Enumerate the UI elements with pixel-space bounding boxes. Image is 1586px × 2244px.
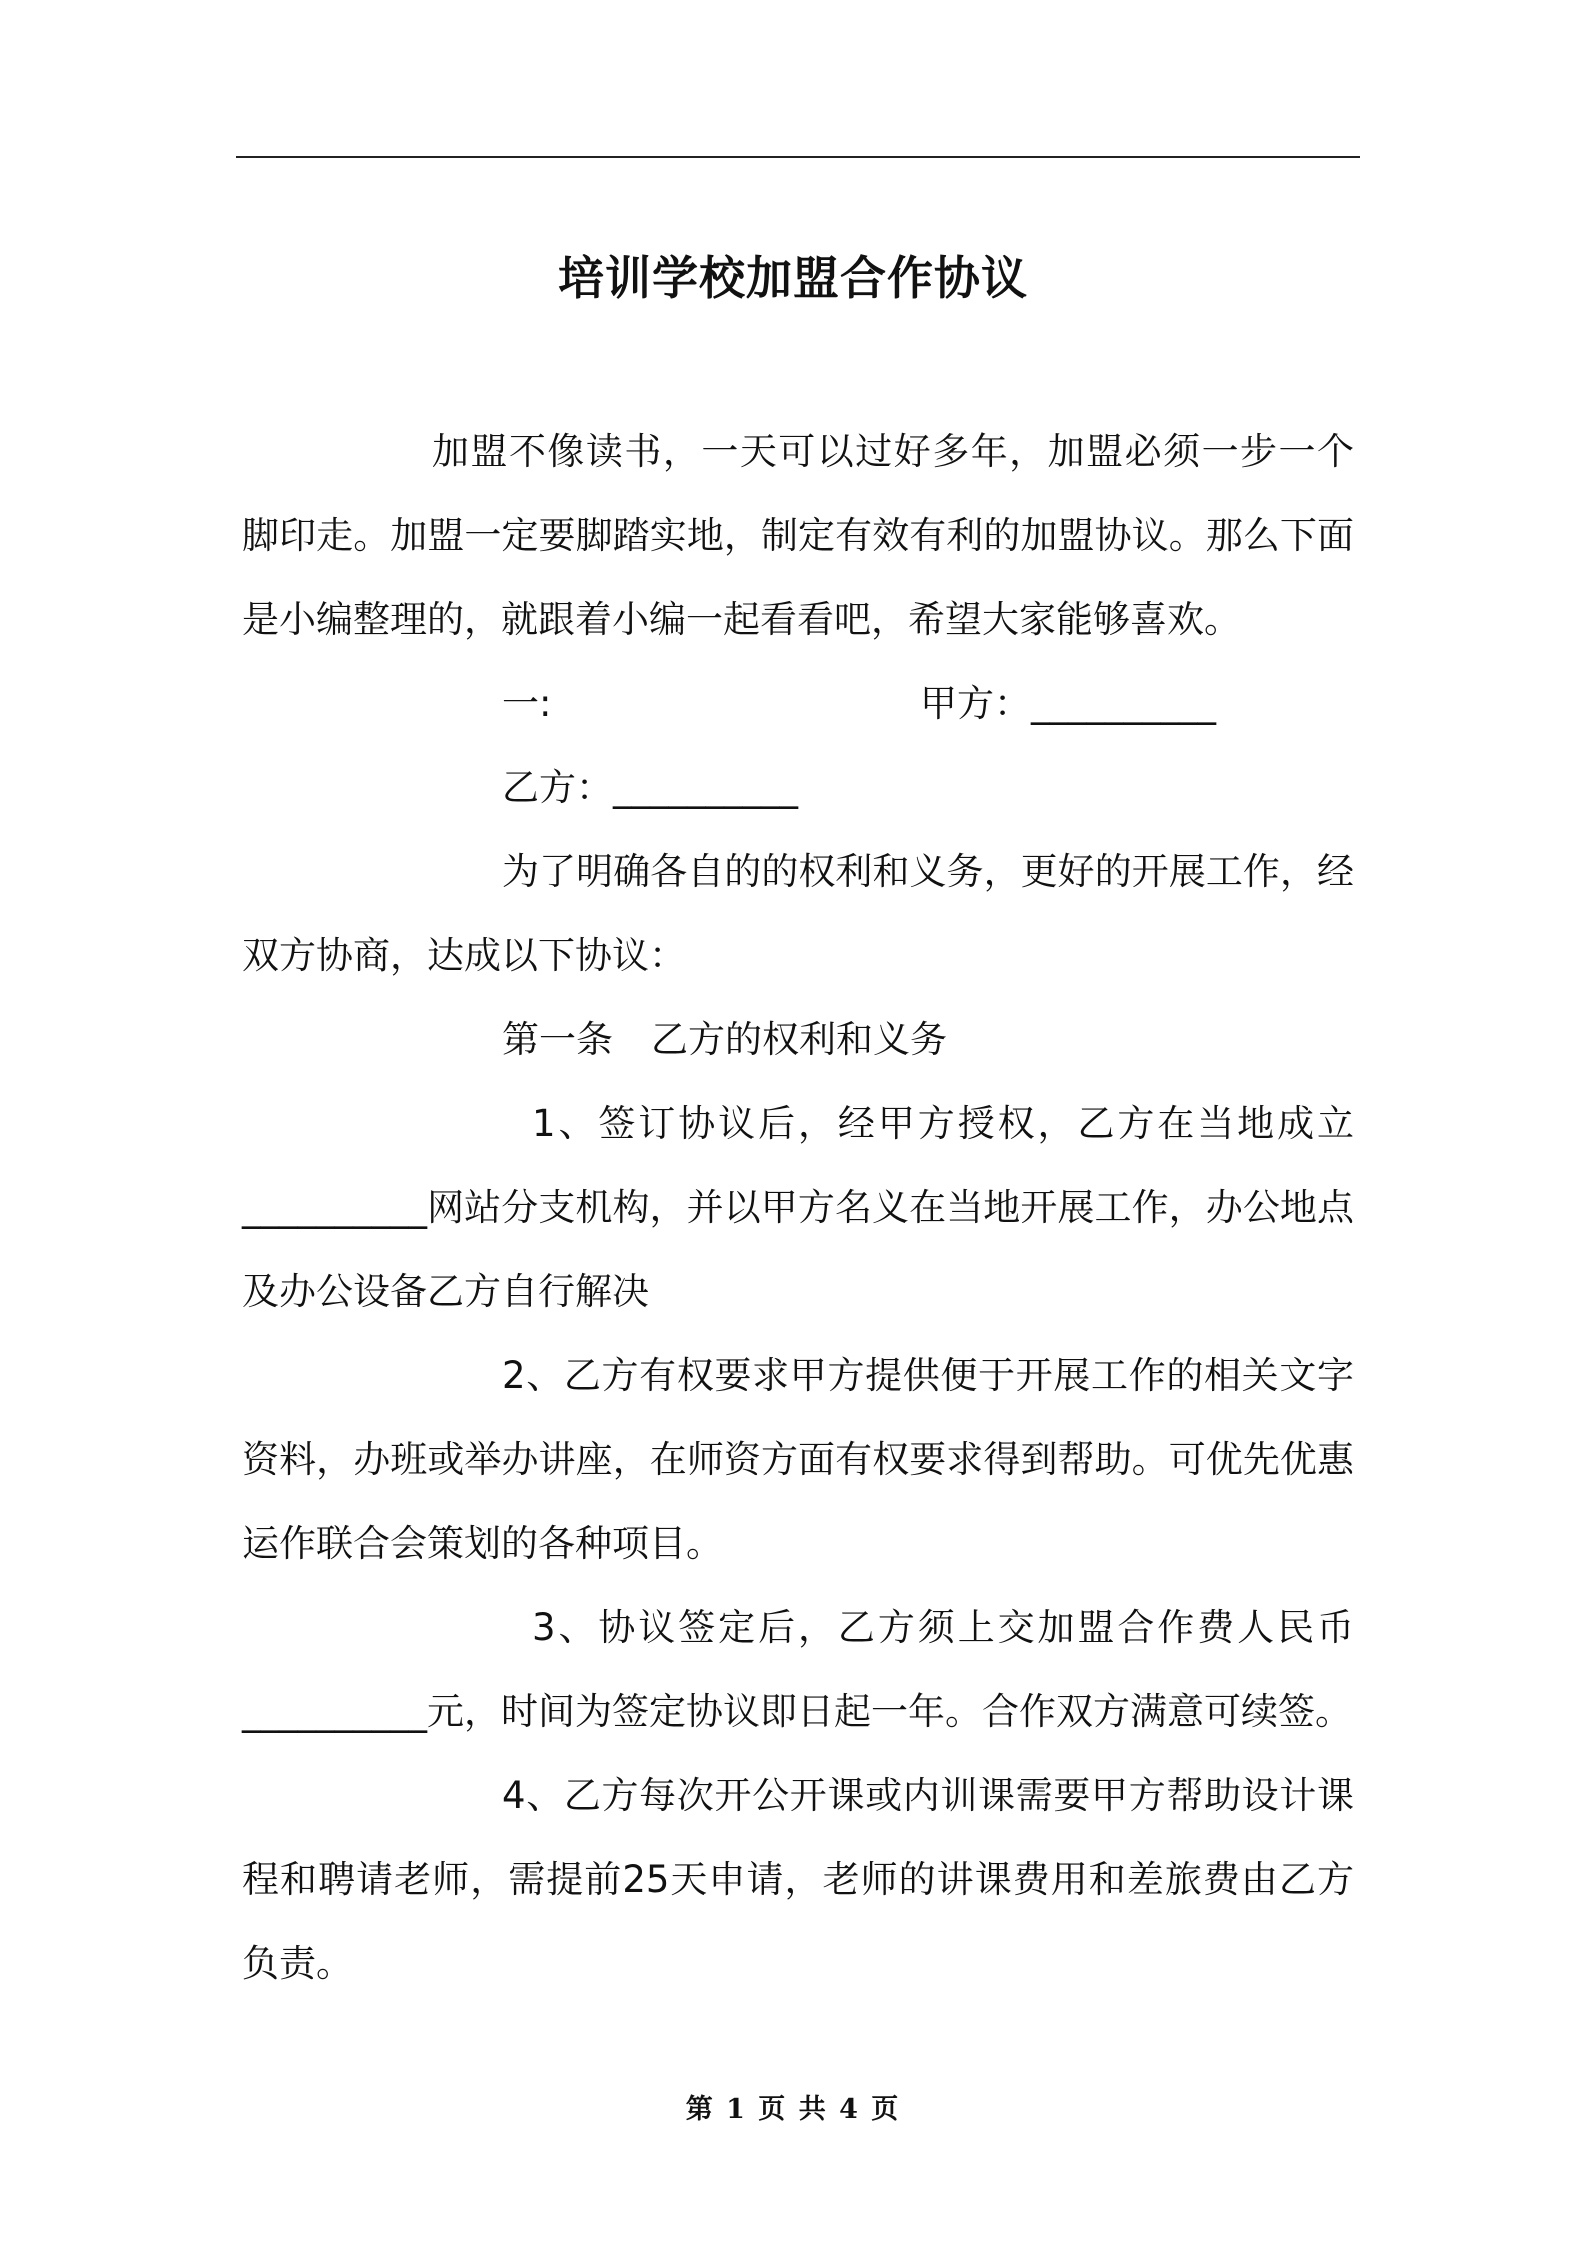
- page-number-footer: 第 1 页 共 4 页: [685, 2094, 901, 2125]
- clause-2-paragraph: 2、乙方有权要求甲方提供便于开展工作的相关文字资料，办班或举办讲座，在师资方面有权要求得到帮助。可优先优惠运作联合会策划的各种项目。: [242, 1354, 1354, 1565]
- party-a-field: 甲方：__________: [920, 682, 1216, 725]
- article-1-number: 第一条: [502, 1018, 613, 1061]
- header-rule: [236, 156, 1360, 158]
- party-b-line: [242, 746, 1354, 830]
- document-title: 培训学校加盟合作协议: [558, 250, 1028, 305]
- document-body: [242, 410, 1354, 2006]
- party-b-field: 乙方：__________: [502, 766, 798, 809]
- clause-4-paragraph: 4、乙方每次开公开课或内训课需要甲方帮助设计课程和聘请老师，需提前25天申请，老师的讲课费用和差旅费由乙方负责。: [242, 1774, 1354, 1985]
- party-a-line: [242, 662, 1354, 746]
- article-1-title: 乙方的权利和义务: [651, 1018, 947, 1061]
- article-1-heading: [242, 998, 1354, 1082]
- intro-paragraph: 加盟不像读书，一天可以过好多年，加盟必须一步一个脚印走。加盟一定要脚踏实地，制定有效有利的加盟协议。那么下面是小编整理的，就跟着小编一起看看吧，希望大家能够喜欢。: [242, 430, 1354, 641]
- clause-1-paragraph: 1、签订协议后，经甲方授权，乙方在当地成立__________网站分支机构，并以甲方名义在当地开展工作，办公地点及办公设备乙方自行解决: [242, 1102, 1354, 1313]
- preamble-paragraph: 为了明确各自的的权利和义务，更好的开展工作，经双方协商，达成以下协议：: [242, 850, 1354, 977]
- clause-3-paragraph: 3、协议签定后，乙方须上交加盟合作费人民币__________元，时间为签定协议即日起一年。合作双方满意可续签。: [242, 1606, 1354, 1733]
- section-marker: 一:: [502, 682, 552, 725]
